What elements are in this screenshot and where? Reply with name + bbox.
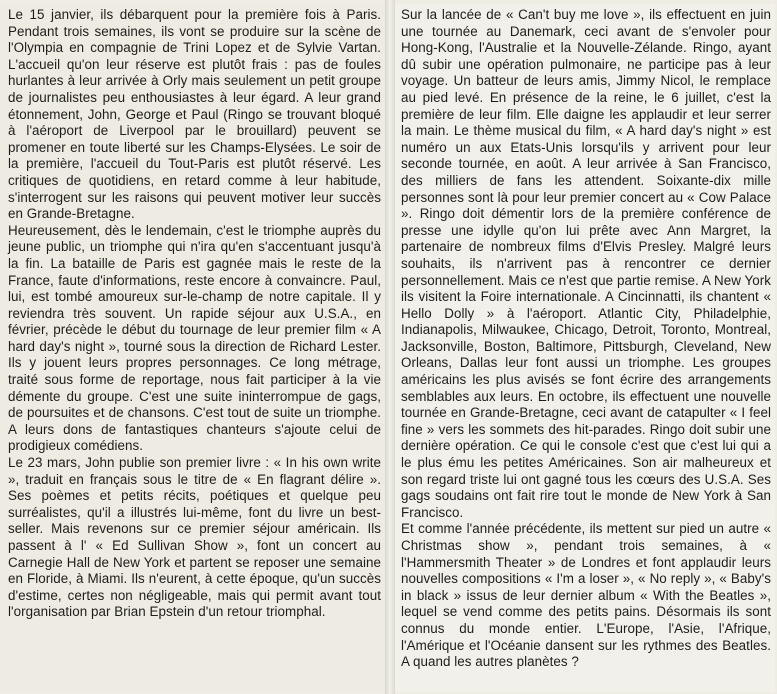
left-text-column (0, 4, 385, 692)
paragraph-christmas-show: Et comme l'année précédente, ils mettent sur pied un autre « Christmas show », pendant trois semaines, à « l'Hammersmith Theater » de Londres et font applaudir leurs nouvelles compositions « I'm a loser », « No reply », « Baby's in black » issus de leur dernier album « With the Beatles », lequel se vend comme des petits pains. Désormais ils sont connus du monde entier. L'Europe, l'Asie, l'Afrique, l'Amérique et l'Océanie dansent sur les rythmes des Beatles. A quand les autres planètes ? (401, 521, 771, 670)
paragraph-paris-arrival: Le 15 janvier, ils débarquent pour la première fois à Paris. Pendant trois semaines, ils vont se produire sur la scène de l'Olympia en compagnie de Trini Lopez et de Sylvie Vartan. L'accueil qu'on leur réserve est plutôt frais : pas de foules hurlantes à leur arrivée à Orly mais seulement un petit groupe de journalistes peu enthousiastes à leur égard. A leur grand étonnement, John, George et Paul (Ringo se trouvant bloqué à l'aéroport de Liverpool par le brouillard) peuvent se promener en toute liberté sur les Champs-Elysées. Le soir de la première, l'accueil du Tout-Paris est plutôt réservé. Les critiques de quotidiens, en retard comme à leur habitude, s'interrogent sur les raisons qui peuvent motiver leur succès en Grande-Bretagne. (8, 7, 381, 222)
paragraph-world-tour: Sur la lancée de « Can't buy me love », ils effectuent en juin une tournée au Danemark, ceci avant de s'envoler pour Hong-Kong, l'Australie et la Nouvelle-Zélande. Ringo, ayant dû subir une opération pulmonaire, ne participe pas à leur voyage. Un batteur de leurs amis, Jimmy Nicol, le remplace au pied levé. En présence de la reine, le 6 juillet, c'est la première de leur film. Elle daigne les applaudir et leur serrer la main. Le thème musical du film, « A hard day's night » est numéro un aux Etats-Unis lorsqu'ils y arrivent pour leur seconde tournée, en août. A leur arrivée à San Francisco, des milliers de fans les attendent. Soixante-dix mille personnes sont là pour leur premier concert au « Cow Palace ». Ringo doit démentir lors de la première conférence de presse une idylle qu'on lui prête avec Ann Margret, la partenaire de nombreux films d'Elvis Presley. Malgré leurs souhaits, ils n'arrivent pas à rencontrer ce dernier personnellement. Mais ce n'est que partie remise. A New York ils visitent la Foire internationale. A Cincinnatti, ils chantent « Hello Dolly » à l'aéroport. Atlantic City, Philadelphie, Indianapolis, Milwaukee, Chicago, Detroit, Toronto, Montreal, Jacksonville, Boston, Baltimore, Pittsburgh, Cleveland, New Orleans, Dallas leur font aussi un triomphe. Les groupes américains les plus avisés se font écrire des arrangements semblables aux leurs. En octobre, ils effectuent une nouvelle tournée en Grande-Bretagne, ceci avant de catapulter « I feel fine » vers les sommets des hit-parades. Ringo doit subir une dernière opération. Ce qui le console c'est que c'est lui qui a le plus ému les petites Américaines. Son air malheureux et son regard triste lui ont gagné tous les cœurs des U.S.A. Ses gags soudains ont fait rire tout le monde de New York à San Francisco. (401, 7, 771, 520)
paragraph-john-book-usa: Le 23 mars, John publie son premier livre : « In his own write », traduit en français sous le titre de « En flagrant délire ». Ses poèmes et petits récits, poétiques et quelque peu surréalistes, qu'il a illustrés lui-même, font du livre un best-seller. Mais revenons sur ce premier séjour américain. Ils passent à l' « Ed Sullivan Show », font un concert au Carnegie Hall de New York et partent se reposer une semaine en Floride, à Miami. Ils n'eurent, à cette époque, qu'un succès d'estime, certes non négligeable, mais qui permit avant tout l'organisation par Brian Epstein d'un retour triomphal. (8, 455, 381, 620)
paragraph-triumph-film: Heureusement, dès le lendemain, c'est le triomphe auprès du jeune public, un triomphe qui n'ira qu'en s'accentuant jusqu'à la fin. La bataille de Paris est gagnée mais le reste de la France, faute d'informations, reste encore à convaincre. Paul, lui, est tombé amoureux sur-le-champ de notre capitale. Il y reviendra très souvent. Un rapide séjour aux U.S.A., en février, précède le début du tournage de leur premier film « A hard day's night », tourné sous la direction de Richard Lester. Ils y jouent leurs propres personnages. Ce long métrage, traité sous forme de reportage, nous fait participer à la vie démente du groupe. C'est une suite ininterrompue de gags, de poursuites et de chansons. C'est tout de suite un triomphe. A leurs dons de fantastiques chanteurs s'ajoute celui de prodigieux comédiens. (8, 222, 381, 454)
column-gutter (385, 0, 395, 694)
right-text-column (395, 4, 775, 692)
